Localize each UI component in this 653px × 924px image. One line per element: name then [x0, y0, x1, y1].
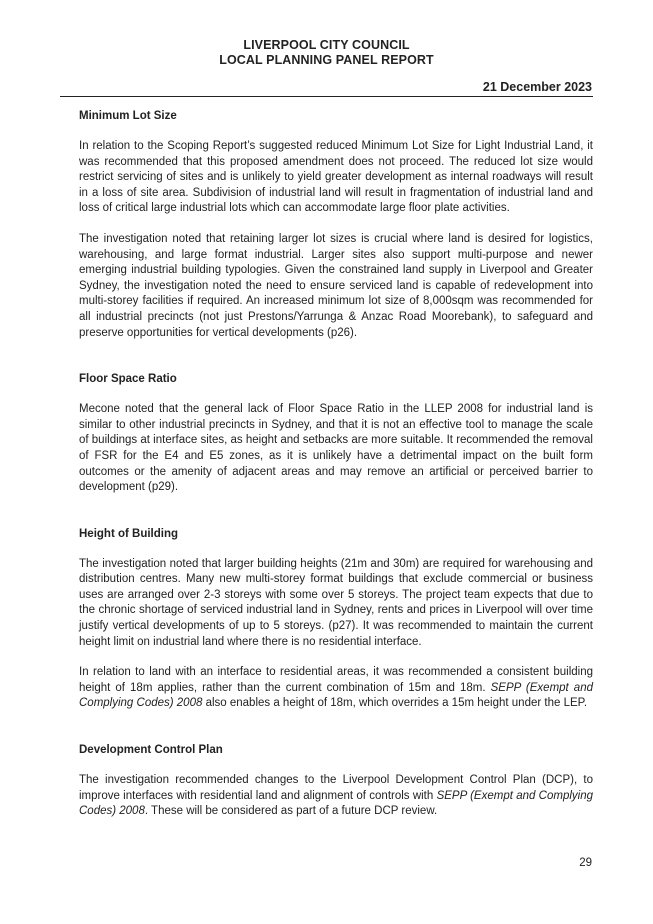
paragraph-height-2 [79, 665, 593, 712]
heading-floor-space-ratio: Floor Space Ratio [79, 373, 177, 386]
header-council-name: LIVERPOOL CITY COUNCIL [243, 38, 410, 52]
paragraph-height-2-text-a: In relation to land with an interface to residential areas, it was recommended a consistent building height of 18m applies, rather than the current combination of 15m and 18m. [79, 666, 593, 694]
paragraph-height-1: The investigation noted that larger building heights (21m and 30m) are required for warehousing and distribution centres. Many new multi-storey format buildings that exclude commercial or business uses are arranged over 2-3 storeys with some over 5 storeys. The project team expects that due to the chronic shortage of serviced industrial land in Sydney, rents and prices in Liverpool will over time justify vertical developments of up to 5 storeys. (p27). It was recommended to maintain the current height limit on industrial land where there is no residential interface. [79, 557, 593, 648]
paragraph-dcp [79, 773, 593, 820]
paragraph-lot-size-2: The investigation noted that retaining larger lot sizes is crucial where land is desired for logistics, warehousing, and large format industrial. Larger sites also support multi-purpose and newer emerging industrial building typologies. Given the constrained land supply in Liverpool and Greater Sydney, the investigation noted the need to ensure serviced land is capable of redevelopment into multi-storey facilities if required. An increased minimum lot size of 8,000sqm was recommended for all industrial precincts (not just Prestons/Yarrunga & Anzac Road Moorebank), to safeguard and preserve opportunities for vertical developments (p26). [79, 232, 593, 339]
header-report-title: LOCAL PLANNING PANEL REPORT [219, 53, 434, 67]
paragraph-dcp-text-b: . These will be considered as part of a future DCP review. [144, 805, 438, 818]
heading-development-control-plan: Development Control Plan [79, 744, 223, 757]
header-divider [60, 96, 593, 97]
page-number: 29 [579, 857, 592, 869]
paragraph-height-2-text-b: also enables a height of 18m, which overrides a 15m height under the LEP. [202, 697, 588, 710]
heading-minimum-lot-size: Minimum Lot Size [79, 110, 177, 122]
paragraph-dcp-text-a: The investigation recommended changes to the Liverpool Development Control Plan (DCP), to improve interfaces with residential land and alignment of controls with [79, 774, 593, 802]
paragraph-lot-size-1: In relation to the Scoping Report’s suggested reduced Minimum Lot Size for Light Industrial Land, it was recommended that this proposed amendment does not proceed. The reduced lot size would restrict servicing of sites and is unlikely to yield greater development as internal roadways will result in a loss of site area. Subdivision of industrial land will result in fragmentation of industrial land and loss of critical large industrial lots which can accommodate large floor plate activities. [79, 140, 593, 215]
header-date: 21 December 2023 [482, 80, 592, 94]
report-body [79, 104, 593, 820]
paragraph-height-2-sepp-citation: SEPP (Exempt and Complying Codes) 2008 [79, 681, 593, 710]
heading-height-of-building: Height of Building [79, 527, 179, 540]
paragraph-fsr: Mecone noted that the general lack of Floor Space Ratio in the LLEP 2008 for industrial land is similar to other industrial precincts in Sydney, and that it is not an effective tool to manage the scale of buildings at interface sites, as height and setbacks are more suitable. It recommended the removal of FSR for the E4 and E5 zones, as it is unlikely have a detrimental impact on the built form outcomes or the amenity of adjacent areas and may remove an artificial or perceived barrier to development (p29). [79, 403, 593, 494]
paragraph-dcp-sepp-citation: SEPP (Exempt and Complying Codes) 2008 [79, 789, 593, 818]
